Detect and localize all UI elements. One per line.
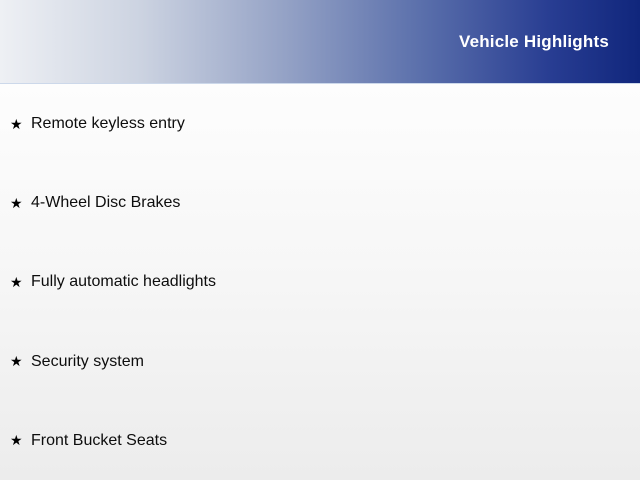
highlight-label: Fully automatic headlights	[31, 273, 216, 291]
star-icon: ★	[10, 432, 23, 449]
star-icon: ★	[10, 274, 23, 290]
list-item	[0, 163, 640, 242]
list-item	[0, 401, 640, 480]
highlight-label: Front Bucket Seats	[31, 431, 168, 449]
highlight-label: Security system	[31, 352, 144, 370]
panel-title: Vehicle Highlights	[458, 31, 609, 51]
highlights-list	[0, 84, 640, 480]
highlight-label: 4-Wheel Disc Brakes	[31, 194, 181, 212]
star-icon: ★	[10, 115, 23, 132]
star-icon: ★	[10, 194, 23, 211]
list-item	[0, 322, 640, 401]
star-icon: ★	[10, 353, 23, 370]
highlight-label: Remote keyless entry	[31, 115, 185, 132]
vehicle-highlights-header	[0, 0, 640, 84]
list-item	[0, 84, 640, 163]
list-item	[0, 242, 640, 321]
